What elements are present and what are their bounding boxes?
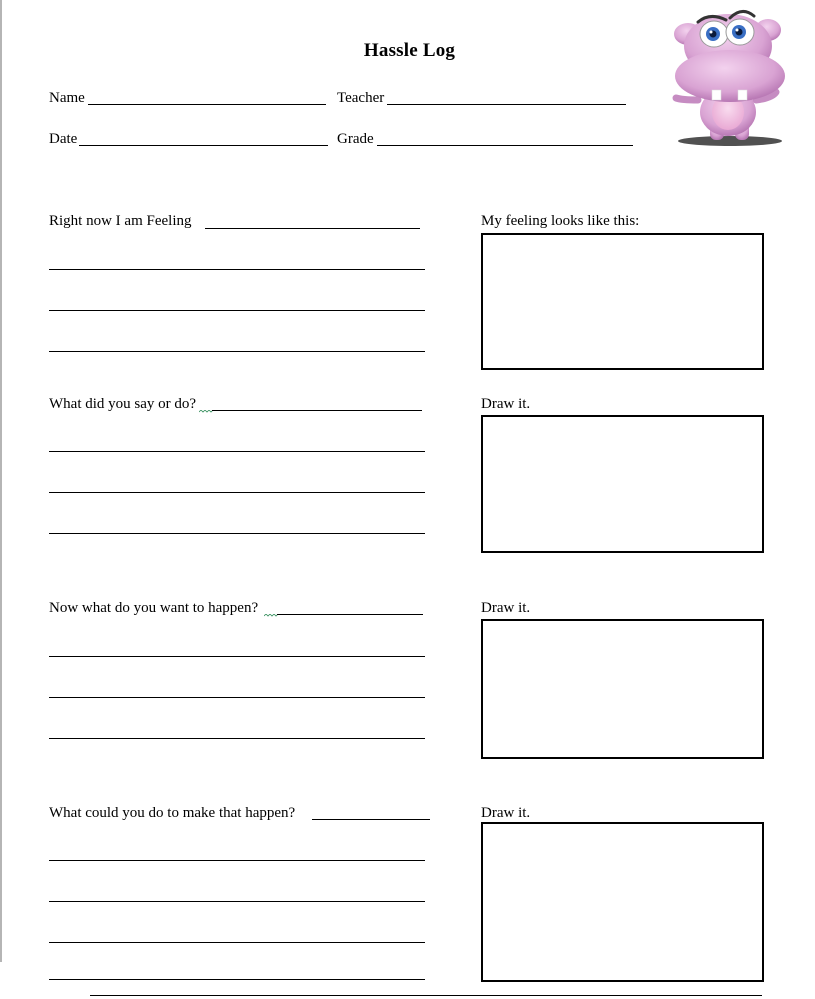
section-3-answer-line[interactable] (277, 614, 423, 615)
section-3-prompt: Now what do you want to happen? (49, 600, 259, 616)
section-3-drawing-box[interactable] (481, 619, 764, 759)
section-3-line-2[interactable] (49, 656, 425, 657)
section-2-box-label: Draw it. (481, 396, 531, 412)
pink-hippo-mascot-icon (668, 2, 792, 148)
grade-line[interactable] (377, 145, 633, 146)
section-1-line-3[interactable] (49, 310, 425, 311)
section-2-answer-line[interactable] (212, 410, 422, 411)
footer-rule (90, 995, 762, 996)
section-1-line-2[interactable] (49, 269, 425, 270)
section-3-line-4[interactable] (49, 738, 425, 739)
section-4-line-5[interactable] (49, 979, 425, 980)
spellcheck-squiggle (199, 410, 213, 413)
spellcheck-squiggle (264, 614, 278, 617)
title-text: Hassle Log (363, 40, 456, 61)
section-2-line-4[interactable] (49, 533, 425, 534)
section-4-line-2[interactable] (49, 860, 425, 861)
grade-label: Grade (337, 131, 374, 147)
section-4-prompt: What could you do to make that happen? (49, 805, 296, 821)
section-2-line-2[interactable] (49, 451, 425, 452)
teacher-label: Teacher (337, 90, 385, 106)
section-4-line-4[interactable] (49, 942, 425, 943)
section-4-box-label: Draw it. (481, 805, 531, 821)
page-edge (0, 0, 2, 962)
section-2-drawing-box[interactable] (481, 415, 764, 553)
section-2-prompt: What did you say or do? (49, 396, 197, 412)
section-1-prompt: Right now I am Feeling (49, 213, 192, 229)
section-1-drawing-box[interactable] (481, 233, 764, 370)
section-1-line-4[interactable] (49, 351, 425, 352)
section-1-answer-line[interactable] (205, 228, 420, 229)
teacher-line[interactable] (387, 104, 626, 105)
section-1-box-label: My feeling looks like this: (481, 213, 640, 229)
section-3-box-label: Draw it. (481, 600, 531, 616)
section-4-line-3[interactable] (49, 901, 425, 902)
section-3-line-3[interactable] (49, 697, 425, 698)
section-4-drawing-box[interactable] (481, 822, 764, 982)
section-4-answer-line[interactable] (312, 819, 430, 820)
date-label: Date (49, 131, 78, 147)
name-label: Name (49, 90, 85, 106)
name-line[interactable] (88, 104, 326, 105)
section-2-line-3[interactable] (49, 492, 425, 493)
date-line[interactable] (79, 145, 328, 146)
